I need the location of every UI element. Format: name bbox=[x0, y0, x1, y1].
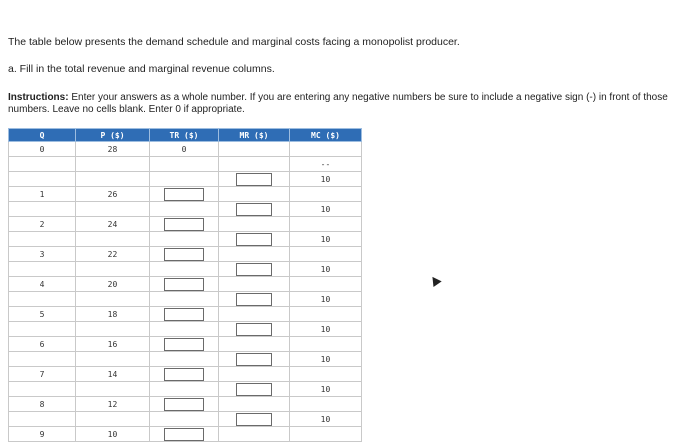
cell-marginal-cost bbox=[290, 142, 362, 157]
cell-total-revenue[interactable] bbox=[150, 427, 219, 442]
cell-empty bbox=[76, 292, 150, 307]
cell-empty bbox=[9, 382, 76, 397]
mr-input-2[interactable] bbox=[236, 203, 272, 216]
cell-quantity: 9 bbox=[9, 427, 76, 442]
cell-empty bbox=[76, 322, 150, 337]
cell-price: 12 bbox=[76, 397, 150, 412]
cell-empty bbox=[9, 412, 76, 427]
cell-quantity: 1 bbox=[9, 187, 76, 202]
tr-input-5[interactable] bbox=[164, 308, 204, 321]
cell-empty bbox=[150, 202, 219, 217]
cell-price: 16 bbox=[76, 337, 150, 352]
cell-empty bbox=[9, 292, 76, 307]
cell-price: 10 bbox=[76, 427, 150, 442]
tr-input-9[interactable] bbox=[164, 428, 204, 441]
cell-price: 28 bbox=[76, 142, 150, 157]
cell-empty bbox=[150, 352, 219, 367]
cell-marginal-revenue bbox=[219, 397, 290, 412]
cell-empty bbox=[76, 412, 150, 427]
cell-price: 22 bbox=[76, 247, 150, 262]
table-row bbox=[9, 307, 362, 322]
demand-schedule-table bbox=[8, 128, 362, 442]
cell-marginal-revenue bbox=[219, 427, 290, 442]
intro-text: The table below presents the demand schedule and marginal costs facing a monopolist producer. bbox=[8, 36, 460, 48]
table-header-row bbox=[9, 129, 362, 142]
mr-input-4[interactable] bbox=[236, 263, 272, 276]
mr-input-9[interactable] bbox=[236, 413, 272, 426]
cell-quantity: 3 bbox=[9, 247, 76, 262]
instructions-label: Instructions: bbox=[8, 92, 69, 103]
cell-marginal-cost bbox=[290, 217, 362, 232]
cell-marginal-cost-first: -- bbox=[290, 157, 362, 172]
tr-input-7[interactable] bbox=[164, 368, 204, 381]
table-row bbox=[9, 217, 362, 232]
cell-marginal-revenue-between[interactable] bbox=[219, 412, 290, 427]
table-row bbox=[9, 262, 362, 277]
cell-total-revenue[interactable] bbox=[150, 307, 219, 322]
cell-empty bbox=[76, 157, 150, 172]
cell-marginal-cost bbox=[290, 277, 362, 292]
cell-marginal-cost-between: 10 bbox=[290, 202, 362, 217]
mr-input-8[interactable] bbox=[236, 383, 272, 396]
cell-marginal-cost-between: 10 bbox=[290, 382, 362, 397]
table-row bbox=[9, 187, 362, 202]
table-row bbox=[9, 202, 362, 217]
cell-quantity: 8 bbox=[9, 397, 76, 412]
cell-empty bbox=[150, 322, 219, 337]
table-row bbox=[9, 232, 362, 247]
table-row bbox=[9, 427, 362, 442]
cell-marginal-revenue-between[interactable] bbox=[219, 172, 290, 187]
cell-marginal-cost-between: 10 bbox=[290, 292, 362, 307]
cell-empty bbox=[76, 172, 150, 187]
cell-empty bbox=[150, 262, 219, 277]
cell-empty bbox=[76, 202, 150, 217]
cell-quantity: 5 bbox=[9, 307, 76, 322]
cell-marginal-revenue-between[interactable] bbox=[219, 382, 290, 397]
cell-empty bbox=[9, 322, 76, 337]
table-row bbox=[9, 367, 362, 382]
instructions bbox=[8, 92, 688, 116]
cell-price: 18 bbox=[76, 307, 150, 322]
cell-marginal-revenue-between[interactable] bbox=[219, 352, 290, 367]
cell-quantity: 0 bbox=[9, 142, 76, 157]
table-row bbox=[9, 292, 362, 307]
cell-marginal-cost bbox=[290, 187, 362, 202]
cell-marginal-revenue bbox=[219, 247, 290, 262]
cell-empty bbox=[219, 157, 290, 172]
cell-marginal-revenue bbox=[219, 367, 290, 382]
cell-empty bbox=[76, 232, 150, 247]
cell-empty bbox=[9, 262, 76, 277]
cell-total-revenue[interactable] bbox=[150, 397, 219, 412]
cell-marginal-revenue-between[interactable] bbox=[219, 232, 290, 247]
tr-input-4[interactable] bbox=[164, 278, 204, 291]
cell-marginal-cost-between: 10 bbox=[290, 232, 362, 247]
cell-quantity: 2 bbox=[9, 217, 76, 232]
cell-total-revenue[interactable] bbox=[150, 187, 219, 202]
cell-marginal-cost-between: 10 bbox=[290, 352, 362, 367]
cell-empty bbox=[9, 352, 76, 367]
tr-input-6[interactable] bbox=[164, 338, 204, 351]
header-total-revenue: TR ($) bbox=[150, 129, 219, 142]
mr-input-5[interactable] bbox=[236, 293, 272, 306]
cell-price: 26 bbox=[76, 187, 150, 202]
cell-marginal-revenue bbox=[219, 337, 290, 352]
question-part-a: a. Fill in the total revenue and marginal revenue columns. bbox=[8, 63, 275, 75]
instructions-text: Enter your answers as a whole number. If you are entering any negative numbers be sure to include a negative sign (-) in front of those numbers. Leave no cells blank. Enter 0 if appropriate. bbox=[8, 92, 668, 115]
cell-empty bbox=[9, 172, 76, 187]
cell-marginal-revenue-between[interactable] bbox=[219, 262, 290, 277]
cell-marginal-revenue-between[interactable] bbox=[219, 322, 290, 337]
tr-input-1[interactable] bbox=[164, 188, 204, 201]
table-row bbox=[9, 157, 362, 172]
cell-quantity: 4 bbox=[9, 277, 76, 292]
cell-marginal-revenue bbox=[219, 142, 290, 157]
header-marginal-cost: MC ($) bbox=[290, 129, 362, 142]
cell-total-revenue-given: 0 bbox=[150, 142, 219, 157]
cell-total-revenue[interactable] bbox=[150, 247, 219, 262]
table-row bbox=[9, 322, 362, 337]
cell-marginal-cost bbox=[290, 247, 362, 262]
table-row bbox=[9, 142, 362, 157]
cell-marginal-cost bbox=[290, 427, 362, 442]
cell-marginal-revenue bbox=[219, 307, 290, 322]
mr-input-3[interactable] bbox=[236, 233, 272, 246]
cell-marginal-revenue-between[interactable] bbox=[219, 292, 290, 307]
cell-empty bbox=[150, 412, 219, 427]
cell-marginal-cost-between: 10 bbox=[290, 322, 362, 337]
cell-marginal-revenue-between[interactable] bbox=[219, 202, 290, 217]
table-row bbox=[9, 277, 362, 292]
mouse-cursor-icon bbox=[428, 274, 441, 287]
cell-price: 24 bbox=[76, 217, 150, 232]
table-row bbox=[9, 337, 362, 352]
tr-input-8[interactable] bbox=[164, 398, 204, 411]
table-row bbox=[9, 172, 362, 187]
cell-empty bbox=[9, 202, 76, 217]
cell-marginal-cost-between: 10 bbox=[290, 262, 362, 277]
cell-marginal-cost-between: 10 bbox=[290, 412, 362, 427]
cell-marginal-cost bbox=[290, 337, 362, 352]
cell-quantity: 6 bbox=[9, 337, 76, 352]
cell-empty bbox=[9, 157, 76, 172]
tr-input-2[interactable] bbox=[164, 218, 204, 231]
table-row bbox=[9, 352, 362, 367]
table-row bbox=[9, 247, 362, 262]
cell-quantity: 7 bbox=[9, 367, 76, 382]
table-row bbox=[9, 397, 362, 412]
cell-marginal-revenue bbox=[219, 217, 290, 232]
table-row bbox=[9, 412, 362, 427]
header-marginal-revenue: MR ($) bbox=[219, 129, 290, 142]
header-q: Q bbox=[9, 129, 76, 142]
cell-empty bbox=[9, 232, 76, 247]
cell-empty bbox=[150, 292, 219, 307]
cell-total-revenue[interactable] bbox=[150, 277, 219, 292]
cell-price: 14 bbox=[76, 367, 150, 382]
cell-empty bbox=[150, 157, 219, 172]
mr-input-6[interactable] bbox=[236, 323, 272, 336]
tr-input-3[interactable] bbox=[164, 248, 204, 261]
cell-empty bbox=[150, 382, 219, 397]
cell-marginal-cost bbox=[290, 367, 362, 382]
cell-empty bbox=[76, 262, 150, 277]
cell-marginal-cost bbox=[290, 307, 362, 322]
header-price: P ($) bbox=[76, 129, 150, 142]
cell-marginal-cost-between: 10 bbox=[290, 172, 362, 187]
table-row bbox=[9, 382, 362, 397]
cell-empty bbox=[150, 172, 219, 187]
cell-marginal-revenue bbox=[219, 277, 290, 292]
cell-empty bbox=[76, 382, 150, 397]
cell-empty bbox=[76, 352, 150, 367]
cell-marginal-cost bbox=[290, 397, 362, 412]
cell-price: 20 bbox=[76, 277, 150, 292]
mr-input-7[interactable] bbox=[236, 353, 272, 366]
cell-total-revenue[interactable] bbox=[150, 367, 219, 382]
mr-input-1[interactable] bbox=[236, 173, 272, 186]
cell-total-revenue[interactable] bbox=[150, 217, 219, 232]
cell-marginal-revenue bbox=[219, 187, 290, 202]
cell-total-revenue[interactable] bbox=[150, 337, 219, 352]
cell-empty bbox=[150, 232, 219, 247]
